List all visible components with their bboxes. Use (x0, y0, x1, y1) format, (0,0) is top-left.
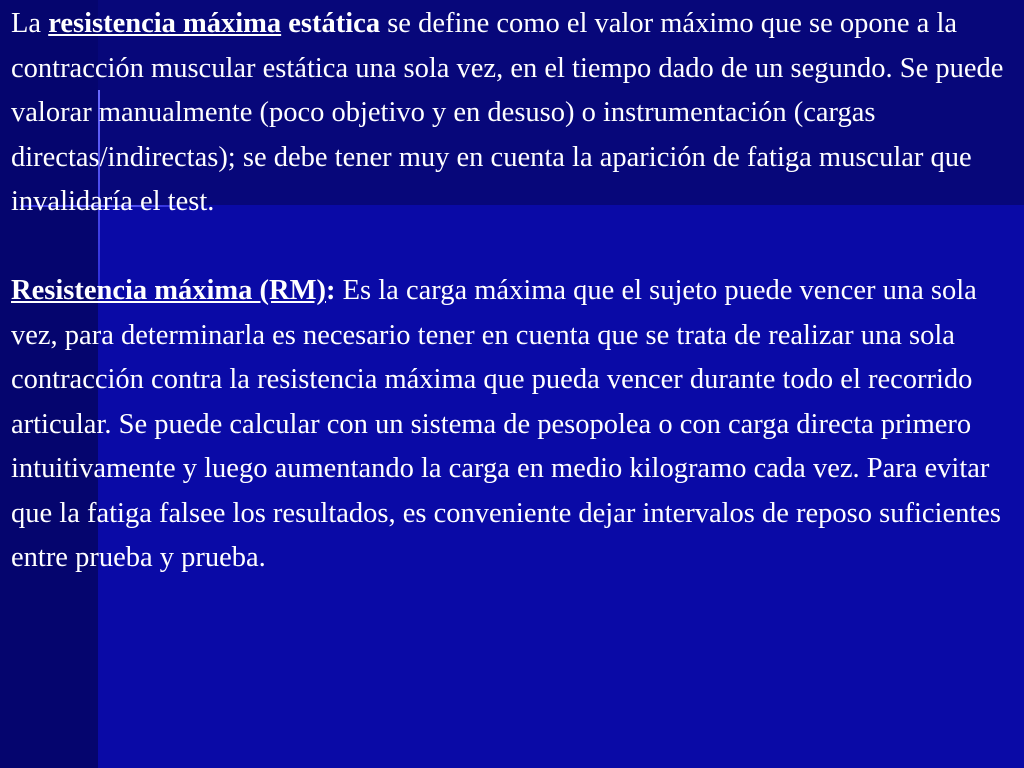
paragraph1-lead: La (11, 8, 49, 39)
slide-body (11, 2, 1015, 581)
paragraph1-body: se define como el valor máximo que se opone a la contracción muscular estática una sola vez, en el tiempo dado de un segundo. Se puede valorar manualmente (poco objetivo y en desuso) o instrumentación (cargas directas/indirectas); se debe tener muy en cuenta la aparición de fatiga muscular que invalidaría el test. (11, 8, 1004, 217)
paragraph-spacer (11, 225, 1015, 270)
term-colon: : (326, 275, 336, 306)
paragraph-resistencia-maxima-rm (11, 269, 1015, 581)
term-estatica: estática (288, 8, 381, 39)
paragraph-resistencia-estatica (11, 2, 1015, 225)
term-resistencia-maxima: resistencia máxima (48, 8, 282, 39)
term-resistencia-maxima-rm: Resistencia máxima (RM) (11, 275, 327, 306)
paragraph2-body: Es la carga máxima que el sujeto puede vencer una sola vez, para determinarla es necesario tener en cuenta que se trata de realizar una sola contracción contra la resistencia máxima que pueda vencer durante todo el recorrido articular. Se puede calcular con un sistema de pesopolea o con carga directa primero intuitivamente y luego aumentando la carga en medio kilogramo cada vez. Para evitar que la fatiga falsee los resultados, es conveniente dejar intervalos de reposo suficientes entre prueba y prueba. (11, 275, 1002, 573)
